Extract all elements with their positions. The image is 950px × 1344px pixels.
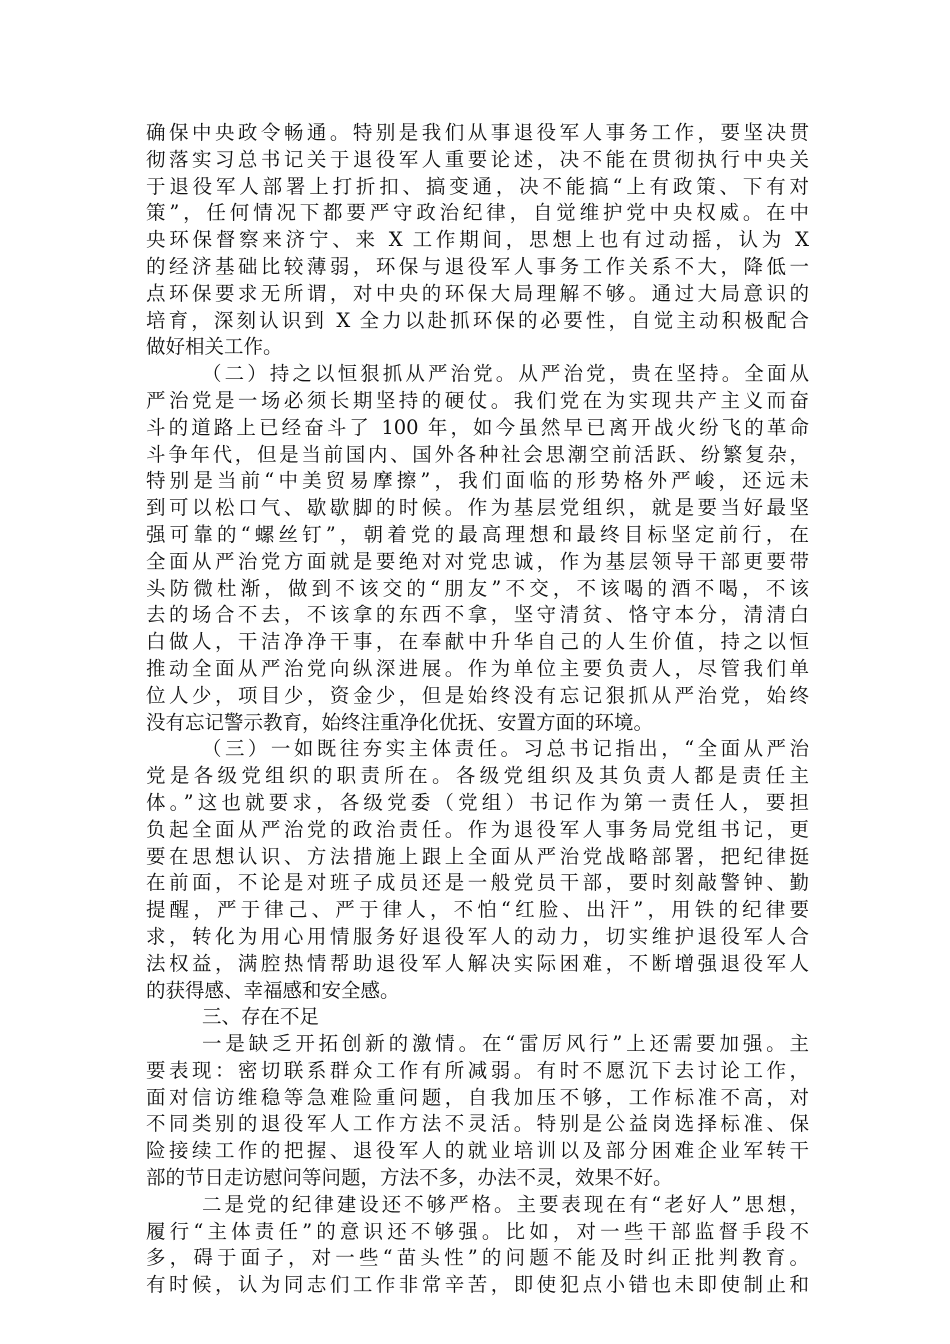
text-line: 特别是当前“中美贸易摩擦”，我们面临的形势格外严峻，还远未 xyxy=(146,469,809,493)
text-line: 没有忘记警示教育，始终注重净化优抚、安置方面的环境。 xyxy=(146,710,654,734)
text-line: 央环保督察来济宁、来 X 工作期间，思想上也有过动摇，认为 X xyxy=(146,228,809,252)
text-line: 斗争年代，但是当前国内、国外各种社会思潮空前活跃、纷繁复杂， xyxy=(146,442,809,466)
text-line: 有时候，认为同志们工作非常辛苦，即使犯点小错也未即使制止和 xyxy=(146,1273,809,1297)
text-line: 不同类别的退役军人工作方法不灵活。特别是公益岗选择标准、保 xyxy=(146,1112,809,1136)
text-line: 要在思想认识、方法措施上跟上全面从严治党战略部署，把纪律挺 xyxy=(146,844,809,868)
text-line: 负起全面从严治党的政治责任。作为退役军人事务局党组书记，更 xyxy=(146,817,809,841)
text-line: 的经济基础比较薄弱，环保与退役军人事务工作关系不大，降低一 xyxy=(146,254,809,278)
text-line: 去的场合不去，不该拿的东西不拿，坚守清贫、恪守本分，清清白 xyxy=(146,603,809,627)
text-line: 培育，深刻认识到 X 全力以赴抓环保的必要性，自觉主动积极配合 xyxy=(146,308,809,332)
text-line: 斗的道路上已经奋斗了 100 年，如今虽然早已离开战火纷飞的革命 xyxy=(146,415,809,439)
text-line: 头防微杜渐，做到不该交的“朋友”不交，不该喝的酒不喝，不该 xyxy=(146,576,809,600)
text-line: 提醒，严于律己、严于律人，不怕“红脸、出汗”，用铁的纪律要 xyxy=(146,898,809,922)
text-line: 体。”这也就要求，各级党委（党组）书记作为第一责任人，要担 xyxy=(146,790,809,814)
text-line: 做好相关工作。 xyxy=(146,335,283,359)
document-page xyxy=(146,120,809,1299)
text-line: 法权益，满腔热情帮助退役军人解决实际困难，不断增强退役军人 xyxy=(146,951,809,975)
text-line: 部的节日走访慰问等问题，方法不多，办法不灵，效果不好。 xyxy=(146,1166,673,1190)
text-line: 到可以松口气、歇歇脚的时候。作为基层党组织，就是要当好最坚 xyxy=(146,496,809,520)
text-line: 全面从严治党方面就是要绝对对党忠诚，作为基层领导干部更要带 xyxy=(146,549,809,573)
text-line: 彻落实习总书记关于退役军人重要论述，决不能在贯彻执行中央关 xyxy=(146,147,809,171)
text-line: 严治党是一场必须长期坚持的硬仗。我们党在为实现共产主义而奋 xyxy=(146,388,809,412)
text-line: 推动全面从严治党向纵深进展。作为单位主要负责人，尽管我们单 xyxy=(146,656,809,680)
section-heading-line: 一是缺乏开拓创新的激情。在“雷厉风行”上还需要加强。主 xyxy=(202,1032,809,1056)
text-line: 要表现：密切联系群众工作有所减弱。有时不愿沉下去讨论工作， xyxy=(146,1058,809,1082)
text-line: 险接续工作的把握、退役军人的就业培训以及部分困难企业军转干 xyxy=(146,1139,809,1163)
section-heading-line: （二）持之以恒狠抓从严治党。从严治党，贵在坚持。全面从 xyxy=(202,362,809,386)
text-line: 求，转化为用心用情服务好退役军人的动力，切实维护退役军人合 xyxy=(146,924,809,948)
text-line: 履行“主体责任”的意识还不够强。比如，对一些干部监督手段不 xyxy=(146,1219,809,1243)
section-heading-line: 二是党的纪律建设还不够严格。主要表现在有“老好人”思想， xyxy=(202,1192,809,1216)
text-line: 多，碍于面子，对一些“苗头性”的问题不能及时纠正批判教育。 xyxy=(146,1246,809,1270)
section-title: 三、存在不足 xyxy=(202,1005,320,1029)
text-line: 党是各级党组织的职责所在。各级党组织及其负责人都是责任主 xyxy=(146,764,809,788)
text-line: 白做人，干洁净净干事，在奉献中升华自己的人生价值，持之以恒 xyxy=(146,630,809,654)
text-line: 于退役军人部署上打折扣、搞变通，决不能搞“上有政策、下有对 xyxy=(146,174,809,198)
text-line: 策”，任何情况下都要严守政治纪律，自觉维护党中央权威。在中 xyxy=(146,201,809,225)
text-line: 在前面，不论是对班子成员还是一般党员干部，要时刻敲警钟、勤 xyxy=(146,871,809,895)
text-line: 确保中央政令畅通。特别是我们从事退役军人事务工作，要坚决贯 xyxy=(146,121,809,144)
text-line: 点环保要求无所谓，对中央的环保大局理解不够。通过大局意识的 xyxy=(146,281,809,305)
text-line: 位人少，项目少，资金少，但是始终没有忘记狠抓从严治党，始终 xyxy=(146,683,809,707)
text-line: 强可靠的“螺丝钉”，朝着党的最高理想和最终目标坚定前行，在 xyxy=(146,522,809,546)
text-line: 的获得感、幸福感和安全感。 xyxy=(146,978,400,1002)
text-line: 面对信访维稳等急难险重问题，自我加压不够，工作标准不高，对 xyxy=(146,1085,809,1109)
section-heading-line: （三）一如既往夯实主体责任。习总书记指出，“全面从严治 xyxy=(202,737,809,761)
